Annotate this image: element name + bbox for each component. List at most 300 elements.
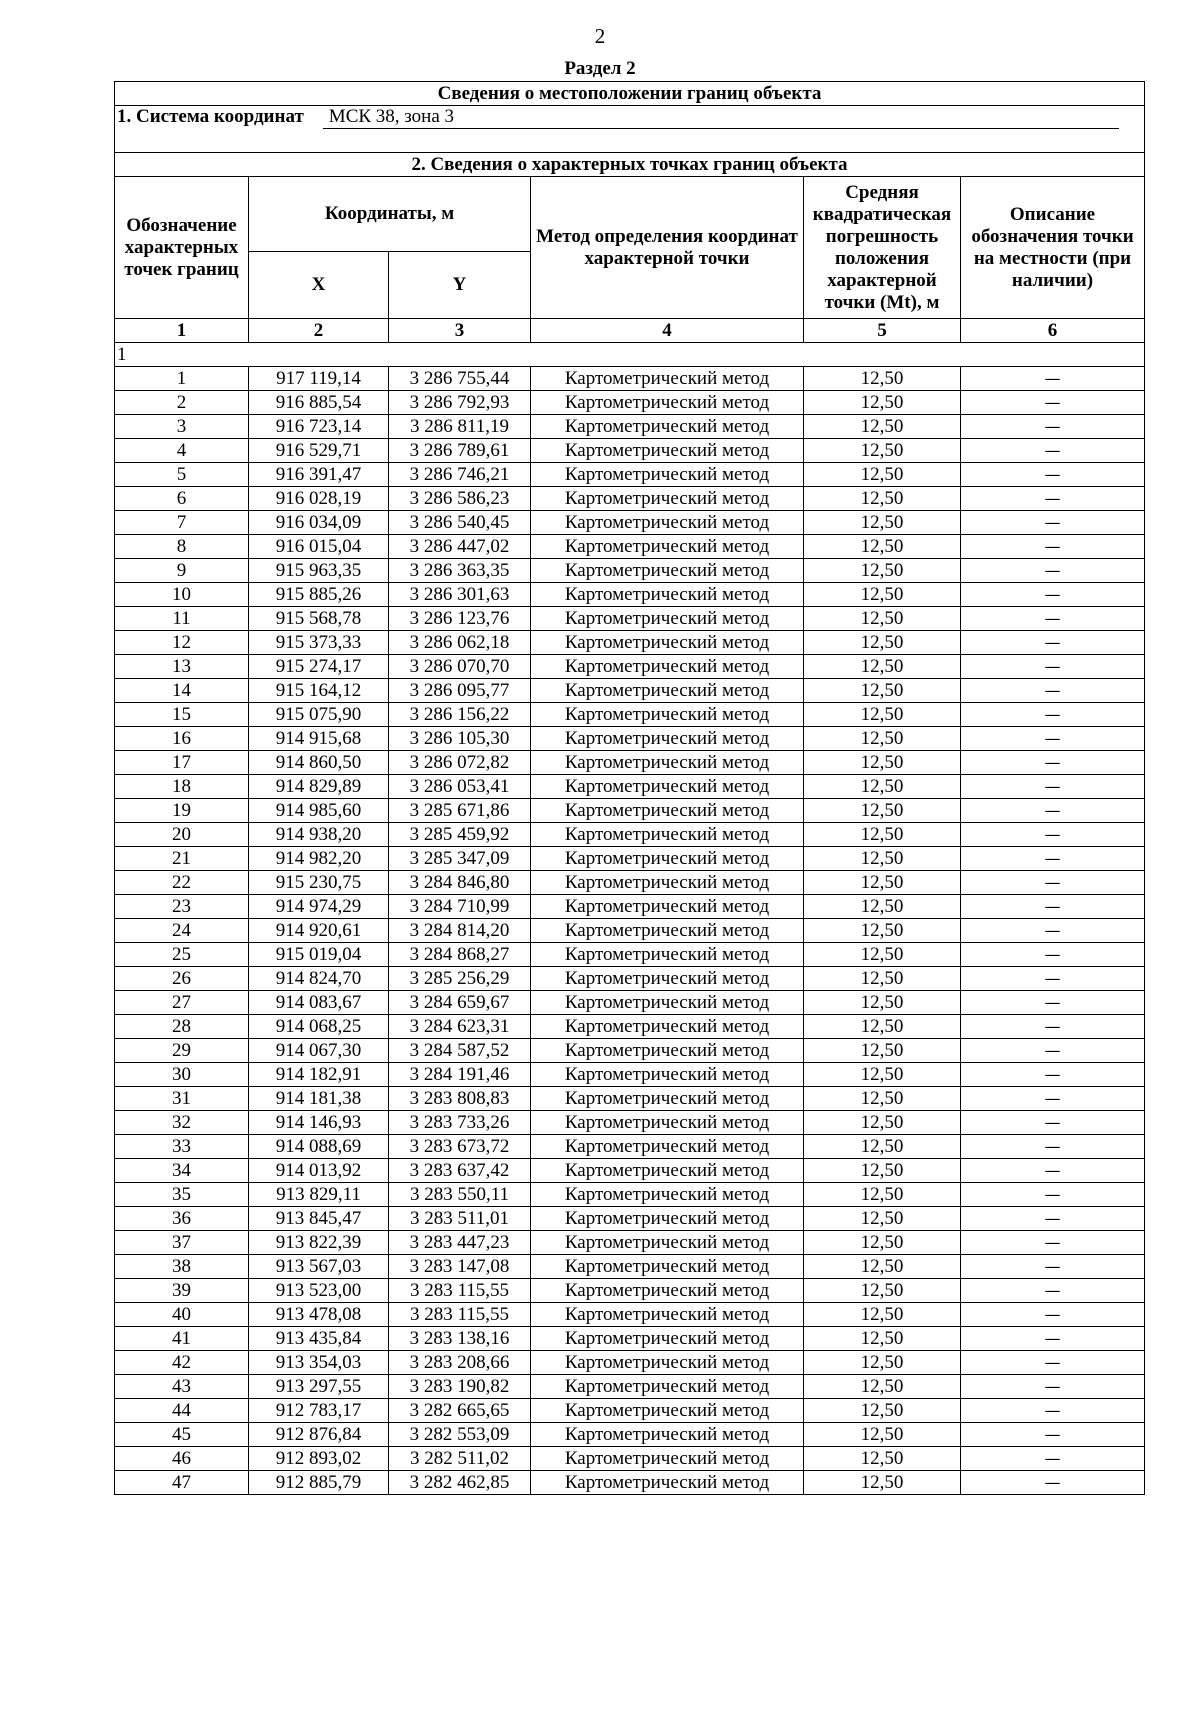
point-number-cell: 31: [115, 1087, 249, 1111]
description-cell: —: [961, 1279, 1145, 1303]
accuracy-cell: 12,50: [804, 727, 961, 751]
y-coordinate-cell: 3 286 811,19: [389, 415, 531, 439]
table-row: [115, 1207, 1145, 1231]
point-number-cell: 44: [115, 1399, 249, 1423]
table-row: [115, 439, 1145, 463]
y-coordinate-cell: 3 286 363,35: [389, 559, 531, 583]
method-cell: Картометрический метод: [531, 967, 804, 991]
point-number-cell: 6: [115, 487, 249, 511]
method-cell: Картометрический метод: [531, 991, 804, 1015]
accuracy-cell: 12,50: [804, 511, 961, 535]
table-row: [115, 967, 1145, 991]
method-cell: Картометрический метод: [531, 1063, 804, 1087]
accuracy-cell: 12,50: [804, 607, 961, 631]
method-cell: Картометрический метод: [531, 655, 804, 679]
description-cell: —: [961, 607, 1145, 631]
y-coordinate-cell: 3 286 792,93: [389, 391, 531, 415]
point-number-cell: 3: [115, 415, 249, 439]
x-coordinate-cell: 915 075,90: [249, 703, 389, 727]
table-row: [115, 1327, 1145, 1351]
y-coordinate-cell: 3 286 095,77: [389, 679, 531, 703]
table-row: [115, 823, 1145, 847]
y-coordinate-cell: 3 284 623,31: [389, 1015, 531, 1039]
description-cell: —: [961, 1087, 1145, 1111]
point-number-cell: 5: [115, 463, 249, 487]
y-coordinate-cell: 3 284 868,27: [389, 943, 531, 967]
table-row: [115, 1063, 1145, 1087]
point-number-cell: 38: [115, 1255, 249, 1279]
method-cell: Картометрический метод: [531, 439, 804, 463]
boundary-points-table: [114, 81, 1145, 1495]
header-y: Y: [389, 252, 531, 319]
table-row: [115, 511, 1145, 535]
x-coordinate-cell: 914 083,67: [249, 991, 389, 1015]
x-coordinate-cell: 914 938,20: [249, 823, 389, 847]
x-coordinate-cell: 912 876,84: [249, 1423, 389, 1447]
table-row: [115, 703, 1145, 727]
accuracy-cell: 12,50: [804, 1447, 961, 1471]
y-coordinate-cell: 3 285 671,86: [389, 799, 531, 823]
method-cell: Картометрический метод: [531, 847, 804, 871]
accuracy-cell: 12,50: [804, 919, 961, 943]
header-method: Метод определения координат характерной точки: [531, 177, 804, 319]
method-cell: Картометрический метод: [531, 487, 804, 511]
table-row: [115, 415, 1145, 439]
description-cell: —: [961, 1111, 1145, 1135]
description-cell: —: [961, 1207, 1145, 1231]
contour-label: 1: [115, 343, 1145, 367]
method-cell: Картометрический метод: [531, 1015, 804, 1039]
coord-system-row: [115, 106, 1145, 130]
method-cell: Картометрический метод: [531, 559, 804, 583]
column-number: 2: [249, 319, 389, 343]
method-cell: Картометрический метод: [531, 919, 804, 943]
section-title: Сведения о местоположении границ объекта: [115, 82, 1145, 106]
x-coordinate-cell: 913 297,55: [249, 1375, 389, 1399]
table-row: [115, 487, 1145, 511]
y-coordinate-cell: 3 286 072,82: [389, 751, 531, 775]
method-cell: Картометрический метод: [531, 1255, 804, 1279]
point-number-cell: 4: [115, 439, 249, 463]
point-number-cell: 26: [115, 967, 249, 991]
point-number-cell: 1: [115, 367, 249, 391]
accuracy-cell: 12,50: [804, 1231, 961, 1255]
y-coordinate-cell: 3 283 190,82: [389, 1375, 531, 1399]
section-label: Раздел 2: [564, 58, 636, 79]
table-row: [115, 1087, 1145, 1111]
description-cell: —: [961, 535, 1145, 559]
table-row: [115, 631, 1145, 655]
method-cell: Картометрический метод: [531, 631, 804, 655]
coord-system-value: МСК 38, зона 3: [328, 106, 455, 127]
accuracy-cell: 12,50: [804, 967, 961, 991]
description-cell: —: [961, 775, 1145, 799]
table-row: [115, 1231, 1145, 1255]
description-cell: —: [961, 1375, 1145, 1399]
description-cell: —: [961, 1399, 1145, 1423]
accuracy-cell: 12,50: [804, 895, 961, 919]
description-cell: —: [961, 991, 1145, 1015]
accuracy-cell: 12,50: [804, 1039, 961, 1063]
y-coordinate-cell: 3 286 062,18: [389, 631, 531, 655]
y-coordinate-cell: 3 282 462,85: [389, 1471, 531, 1495]
description-cell: —: [961, 1327, 1145, 1351]
x-coordinate-cell: 913 478,08: [249, 1303, 389, 1327]
point-number-cell: 13: [115, 655, 249, 679]
point-number-cell: 9: [115, 559, 249, 583]
method-cell: Картометрический метод: [531, 1039, 804, 1063]
table-row: [115, 1423, 1145, 1447]
accuracy-cell: 12,50: [804, 1015, 961, 1039]
method-cell: Картометрический метод: [531, 943, 804, 967]
x-coordinate-cell: 914 088,69: [249, 1135, 389, 1159]
description-cell: —: [961, 487, 1145, 511]
description-cell: —: [961, 559, 1145, 583]
table-row: [115, 679, 1145, 703]
table-row: [115, 847, 1145, 871]
points-title: 2. Сведения о характерных точках границ объекта: [115, 153, 1145, 177]
point-number-cell: 34: [115, 1159, 249, 1183]
accuracy-cell: 12,50: [804, 871, 961, 895]
description-cell: —: [961, 799, 1145, 823]
description-cell: —: [961, 1135, 1145, 1159]
point-number-cell: 33: [115, 1135, 249, 1159]
x-coordinate-cell: 916 034,09: [249, 511, 389, 535]
accuracy-cell: 12,50: [804, 1375, 961, 1399]
y-coordinate-cell: 3 283 115,55: [389, 1279, 531, 1303]
accuracy-cell: 12,50: [804, 823, 961, 847]
y-coordinate-cell: 3 284 710,99: [389, 895, 531, 919]
description-cell: —: [961, 1039, 1145, 1063]
y-coordinate-cell: 3 286 586,23: [389, 487, 531, 511]
x-coordinate-cell: 914 860,50: [249, 751, 389, 775]
accuracy-cell: 12,50: [804, 1327, 961, 1351]
method-cell: Картометрический метод: [531, 1471, 804, 1495]
accuracy-cell: 12,50: [804, 1063, 961, 1087]
method-cell: Картометрический метод: [531, 583, 804, 607]
table-row: [115, 535, 1145, 559]
description-cell: —: [961, 1063, 1145, 1087]
accuracy-cell: 12,50: [804, 1303, 961, 1327]
accuracy-cell: 12,50: [804, 1255, 961, 1279]
table-row: [115, 799, 1145, 823]
x-coordinate-cell: 913 354,03: [249, 1351, 389, 1375]
point-number-cell: 14: [115, 679, 249, 703]
y-coordinate-cell: 3 283 208,66: [389, 1351, 531, 1375]
table-row: [115, 607, 1145, 631]
description-cell: —: [961, 1231, 1145, 1255]
y-coordinate-cell: 3 286 105,30: [389, 727, 531, 751]
x-coordinate-cell: 915 963,35: [249, 559, 389, 583]
y-coordinate-cell: 3 283 447,23: [389, 1231, 531, 1255]
description-cell: —: [961, 943, 1145, 967]
method-cell: Картометрический метод: [531, 1207, 804, 1231]
x-coordinate-cell: 914 985,60: [249, 799, 389, 823]
x-coordinate-cell: 912 783,17: [249, 1399, 389, 1423]
table-row: [115, 943, 1145, 967]
point-number-cell: 42: [115, 1351, 249, 1375]
description-cell: —: [961, 1159, 1145, 1183]
y-coordinate-cell: 3 283 138,16: [389, 1327, 531, 1351]
y-coordinate-cell: 3 286 123,76: [389, 607, 531, 631]
y-coordinate-cell: 3 286 301,63: [389, 583, 531, 607]
column-number: 5: [804, 319, 961, 343]
point-number-cell: 25: [115, 943, 249, 967]
description-cell: —: [961, 1471, 1145, 1495]
page-number: 2: [594, 24, 606, 48]
x-coordinate-cell: 914 013,92: [249, 1159, 389, 1183]
accuracy-cell: 12,50: [804, 1159, 961, 1183]
accuracy-cell: 12,50: [804, 1399, 961, 1423]
description-cell: —: [961, 679, 1145, 703]
accuracy-cell: 12,50: [804, 1111, 961, 1135]
point-number-cell: 21: [115, 847, 249, 871]
column-number: 1: [115, 319, 249, 343]
description-cell: —: [961, 751, 1145, 775]
table-row: [115, 895, 1145, 919]
description-cell: —: [961, 439, 1145, 463]
x-coordinate-cell: 915 019,04: [249, 943, 389, 967]
description-cell: —: [961, 1255, 1145, 1279]
table-row: [115, 1111, 1145, 1135]
accuracy-cell: 12,50: [804, 679, 961, 703]
method-cell: Картометрический метод: [531, 1303, 804, 1327]
accuracy-cell: 12,50: [804, 1135, 961, 1159]
method-cell: Картометрический метод: [531, 799, 804, 823]
description-cell: —: [961, 1183, 1145, 1207]
point-number-cell: 23: [115, 895, 249, 919]
x-coordinate-cell: 914 068,25: [249, 1015, 389, 1039]
description-cell: —: [961, 583, 1145, 607]
description-cell: —: [961, 823, 1145, 847]
accuracy-cell: 12,50: [804, 535, 961, 559]
y-coordinate-cell: 3 284 587,52: [389, 1039, 531, 1063]
x-coordinate-cell: 916 529,71: [249, 439, 389, 463]
table-row: [115, 1183, 1145, 1207]
x-coordinate-cell: 913 845,47: [249, 1207, 389, 1231]
accuracy-cell: 12,50: [804, 703, 961, 727]
table-row: [115, 1135, 1145, 1159]
table-row: [115, 1447, 1145, 1471]
x-coordinate-cell: 916 885,54: [249, 391, 389, 415]
point-number-cell: 43: [115, 1375, 249, 1399]
point-number-cell: 47: [115, 1471, 249, 1495]
y-coordinate-cell: 3 283 637,42: [389, 1159, 531, 1183]
y-coordinate-cell: 3 282 665,65: [389, 1399, 531, 1423]
method-cell: Картометрический метод: [531, 751, 804, 775]
point-number-cell: 32: [115, 1111, 249, 1135]
description-cell: —: [961, 391, 1145, 415]
table-row: [115, 727, 1145, 751]
x-coordinate-cell: 914 182,91: [249, 1063, 389, 1087]
table-row: [115, 655, 1145, 679]
x-coordinate-cell: 915 568,78: [249, 607, 389, 631]
description-cell: —: [961, 967, 1145, 991]
table-row: [115, 751, 1145, 775]
accuracy-cell: 12,50: [804, 631, 961, 655]
point-number-cell: 39: [115, 1279, 249, 1303]
point-number-cell: 8: [115, 535, 249, 559]
x-coordinate-cell: 913 829,11: [249, 1183, 389, 1207]
column-number: 4: [531, 319, 804, 343]
point-number-cell: 11: [115, 607, 249, 631]
method-cell: Картометрический метод: [531, 895, 804, 919]
table-row: [115, 919, 1145, 943]
accuracy-cell: 12,50: [804, 1423, 961, 1447]
header-coordinates: Координаты, м: [249, 177, 531, 252]
method-cell: Картометрический метод: [531, 775, 804, 799]
x-coordinate-cell: 913 435,84: [249, 1327, 389, 1351]
description-cell: —: [961, 511, 1145, 535]
header-point-designation: Обозначение характерных точек границ: [115, 177, 249, 319]
table-row: [115, 1351, 1145, 1375]
point-number-cell: 19: [115, 799, 249, 823]
table-row: [115, 367, 1145, 391]
table-row: [115, 1015, 1145, 1039]
y-coordinate-cell: 3 283 511,01: [389, 1207, 531, 1231]
y-coordinate-cell: 3 284 659,67: [389, 991, 531, 1015]
table-row: [115, 1471, 1145, 1495]
point-number-cell: 28: [115, 1015, 249, 1039]
method-cell: Картометрический метод: [531, 703, 804, 727]
table-row: [115, 391, 1145, 415]
x-coordinate-cell: 917 119,14: [249, 367, 389, 391]
accuracy-cell: 12,50: [804, 559, 961, 583]
method-cell: Картометрический метод: [531, 679, 804, 703]
table-row: [115, 463, 1145, 487]
accuracy-cell: 12,50: [804, 439, 961, 463]
description-cell: —: [961, 631, 1145, 655]
accuracy-cell: 12,50: [804, 367, 961, 391]
point-number-cell: 17: [115, 751, 249, 775]
y-coordinate-cell: 3 283 808,83: [389, 1087, 531, 1111]
header-description: Описание обозначения точки на местности (при наличии): [961, 177, 1145, 319]
accuracy-cell: 12,50: [804, 751, 961, 775]
description-cell: —: [961, 919, 1145, 943]
point-number-cell: 15: [115, 703, 249, 727]
x-coordinate-cell: 912 893,02: [249, 1447, 389, 1471]
description-cell: —: [961, 1351, 1145, 1375]
x-coordinate-cell: 914 181,38: [249, 1087, 389, 1111]
x-coordinate-cell: 914 920,61: [249, 919, 389, 943]
point-number-cell: 35: [115, 1183, 249, 1207]
y-coordinate-cell: 3 286 156,22: [389, 703, 531, 727]
method-cell: Картометрический метод: [531, 1111, 804, 1135]
method-cell: Картометрический метод: [531, 607, 804, 631]
method-cell: Картометрический метод: [531, 1183, 804, 1207]
y-coordinate-cell: 3 284 191,46: [389, 1063, 531, 1087]
x-coordinate-cell: 916 028,19: [249, 487, 389, 511]
accuracy-cell: 12,50: [804, 799, 961, 823]
point-number-cell: 16: [115, 727, 249, 751]
description-cell: —: [961, 703, 1145, 727]
x-coordinate-cell: 916 723,14: [249, 415, 389, 439]
point-number-cell: 12: [115, 631, 249, 655]
accuracy-cell: 12,50: [804, 463, 961, 487]
x-coordinate-cell: 913 523,00: [249, 1279, 389, 1303]
accuracy-cell: 12,50: [804, 1207, 961, 1231]
y-coordinate-cell: 3 283 673,72: [389, 1135, 531, 1159]
method-cell: Картометрический метод: [531, 1447, 804, 1471]
method-cell: Картометрический метод: [531, 535, 804, 559]
method-cell: Картометрический метод: [531, 1279, 804, 1303]
header-accuracy: Средняя квадратическая погрешность положения характерной точки (Mt), м: [804, 177, 961, 319]
method-cell: Картометрический метод: [531, 1423, 804, 1447]
point-number-cell: 29: [115, 1039, 249, 1063]
x-coordinate-cell: 914 915,68: [249, 727, 389, 751]
x-coordinate-cell: 914 829,89: [249, 775, 389, 799]
y-coordinate-cell: 3 284 814,20: [389, 919, 531, 943]
method-cell: Картометрический метод: [531, 1327, 804, 1351]
y-coordinate-cell: 3 286 789,61: [389, 439, 531, 463]
accuracy-cell: 12,50: [804, 391, 961, 415]
header-x: X: [249, 252, 389, 319]
x-coordinate-cell: 915 274,17: [249, 655, 389, 679]
x-coordinate-cell: 915 230,75: [249, 871, 389, 895]
accuracy-cell: 12,50: [804, 991, 961, 1015]
point-number-cell: 22: [115, 871, 249, 895]
accuracy-cell: 12,50: [804, 1471, 961, 1495]
method-cell: Картометрический метод: [531, 1231, 804, 1255]
point-number-cell: 2: [115, 391, 249, 415]
description-cell: —: [961, 727, 1145, 751]
table-row: [115, 1279, 1145, 1303]
y-coordinate-cell: 3 285 347,09: [389, 847, 531, 871]
spacer-row: [115, 129, 1145, 153]
x-coordinate-cell: 912 885,79: [249, 1471, 389, 1495]
description-cell: —: [961, 847, 1145, 871]
y-coordinate-cell: 3 286 746,21: [389, 463, 531, 487]
accuracy-cell: 12,50: [804, 1087, 961, 1111]
method-cell: Картометрический метод: [531, 1135, 804, 1159]
y-coordinate-cell: 3 282 553,09: [389, 1423, 531, 1447]
accuracy-cell: 12,50: [804, 1279, 961, 1303]
description-cell: —: [961, 415, 1145, 439]
method-cell: Картометрический метод: [531, 1375, 804, 1399]
table-row: [115, 1375, 1145, 1399]
accuracy-cell: 12,50: [804, 775, 961, 799]
method-cell: Картометрический метод: [531, 367, 804, 391]
accuracy-cell: 12,50: [804, 415, 961, 439]
table-row: [115, 991, 1145, 1015]
accuracy-cell: 12,50: [804, 583, 961, 607]
x-coordinate-cell: 915 164,12: [249, 679, 389, 703]
point-number-cell: 24: [115, 919, 249, 943]
x-coordinate-cell: 913 567,03: [249, 1255, 389, 1279]
y-coordinate-cell: 3 286 053,41: [389, 775, 531, 799]
point-number-cell: 18: [115, 775, 249, 799]
table-row: [115, 1039, 1145, 1063]
accuracy-cell: 12,50: [804, 655, 961, 679]
x-coordinate-cell: 914 824,70: [249, 967, 389, 991]
x-coordinate-cell: 913 822,39: [249, 1231, 389, 1255]
y-coordinate-cell: 3 286 070,70: [389, 655, 531, 679]
description-cell: —: [961, 463, 1145, 487]
coord-system-label: 1. Система координат: [117, 106, 304, 127]
x-coordinate-cell: 915 373,33: [249, 631, 389, 655]
y-coordinate-cell: 3 286 755,44: [389, 367, 531, 391]
y-coordinate-cell: 3 282 511,02: [389, 1447, 531, 1471]
method-cell: Картометрический метод: [531, 1159, 804, 1183]
description-cell: —: [961, 895, 1145, 919]
table-row: [115, 559, 1145, 583]
x-coordinate-cell: 914 146,93: [249, 1111, 389, 1135]
method-cell: Картометрический метод: [531, 1399, 804, 1423]
accuracy-cell: 12,50: [804, 943, 961, 967]
method-cell: Картометрический метод: [531, 1087, 804, 1111]
description-cell: —: [961, 1423, 1145, 1447]
description-cell: —: [961, 871, 1145, 895]
